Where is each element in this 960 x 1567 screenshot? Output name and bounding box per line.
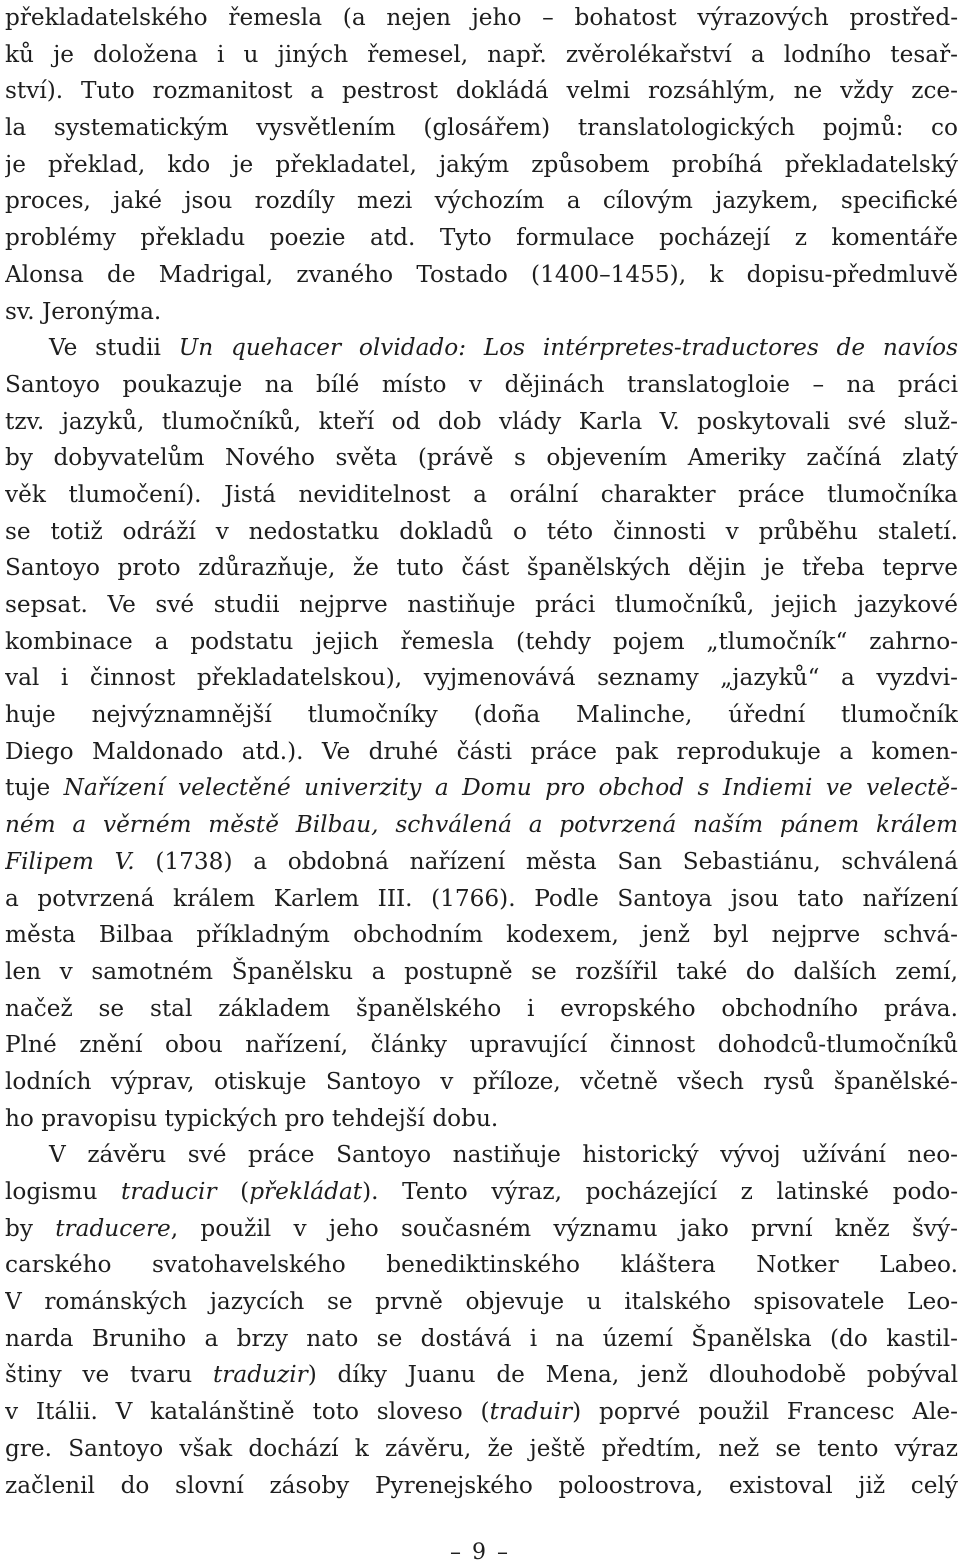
text-run: ( — [216, 1178, 250, 1205]
text-line: se totiž odráží v nedostatku dokladů o této činnosti v průběhu staletí. — [5, 517, 958, 545]
text-line: gre. Santoyo však dochází k závěru, že ještě předtím, než se tento výraz — [5, 1434, 958, 1462]
text-line: Plné znění obou nařízení, články upravující činnost dohodců-tlumočníků — [5, 1031, 958, 1059]
text-line: ho pravopisu typických pro tehdejší dobu. — [5, 1104, 499, 1132]
italic-title: ném a věrném městě Bilbau, schválená a potvrzená naším pánem králem — [5, 811, 958, 839]
text-run: (1738) a obdobná nařízení města San Sebastiánu, schválená — [134, 847, 958, 875]
italic-title: Filipem V. — [5, 847, 135, 875]
text-line: proces, jaké jsou rozdíly mezi výchozím a cílovým jazykem, specifické — [5, 187, 958, 215]
page-number: – 9 – — [450, 1540, 510, 1565]
text-line: sv. Jeronýma. — [5, 297, 162, 325]
text-line — [5, 1174, 958, 1211]
italic-title: traducir — [121, 1178, 217, 1205]
text-line: lodních výprav, otiskuje Santoyo v příloze, včetně všech rysů španělské- — [5, 1067, 958, 1095]
italic-title: traduzir — [212, 1361, 308, 1389]
text-line: V závěru své práce Santoyo nastiňuje historický vývoj užívání neo- — [49, 1141, 958, 1169]
italic-title: traducere — [55, 1214, 171, 1242]
text-run: Ve studii — [49, 334, 179, 362]
text-line: kombinace a podstatu jejich řemesla (tehdy pojem „tlumočník“ zahrno- — [5, 627, 958, 655]
text-line: načež se stal základem španělského i evropského obchodního práva. — [5, 994, 958, 1022]
text-line — [5, 1211, 958, 1248]
text-line — [5, 844, 958, 881]
text-run: logismu — [5, 1178, 122, 1205]
text-run: tuje — [5, 774, 64, 802]
text-line: sepsat. Ve své studii nejprve nastiňuje práci tlumočníků, jejich jazykové — [5, 591, 958, 618]
text-run: v Itálii. V katalánštině toto sloveso ( — [5, 1398, 490, 1426]
text-run: ) díky Juanu de Mena, jenž dlouhodobě pobýval — [307, 1361, 958, 1389]
text-line — [5, 1357, 958, 1394]
text-line — [5, 1394, 958, 1431]
text-line: val i činnost překladatelskou), vyjmenovává seznamy „jazyků“ a vyzdvi- — [5, 664, 958, 692]
italic-title: Nařízení velectěné univerzity a Domu pro obchod s Indiemi ve velectě- — [63, 774, 958, 802]
text-line — [5, 770, 958, 807]
text-run: ). Tento výraz, pocházející z latinské podo- — [362, 1178, 958, 1205]
text-run: by — [5, 1214, 56, 1242]
text-line: ků je doložena i u jiných řemesel, např. zvěrolékařství a lodního tesař- — [5, 40, 958, 68]
italic-title: Un quehacer olvidado: Los intérpretes-traductores de navíos — [178, 334, 958, 362]
text-line: a potvrzená králem Karlem III. (1766). Podle Santoya jsou tato nařízení — [5, 884, 958, 912]
text-line: tzv. jazyků, tlumočníků, kteří od dob vlády Karla V. poskytovali své služ- — [5, 407, 958, 435]
text-line: města Bilbaa příkladným obchodním kodexem, jenž byl nejprve schvá- — [5, 921, 958, 949]
text-line — [5, 330, 958, 367]
italic-title: překládat — [249, 1178, 363, 1205]
text-line: začlenil do slovní zásoby Pyrenejského poloostrova, existoval již celý — [5, 1471, 958, 1499]
text-line — [5, 807, 958, 844]
text-run: štiny ve tvaru — [5, 1361, 213, 1389]
text-line: věk tlumočení). Jistá neviditelnost a orální charakter práce tlumočníka — [5, 480, 958, 508]
text-line: ství). Tuto rozmanitost a pestrost dokládá velmi rozsáhlým, ne vždy zce- — [5, 77, 958, 105]
text-line: la systematickým vysvětlením (glosářem) translatologických pojmů: co — [5, 114, 958, 142]
text-line: Santoyo poukazuje na bílé místo v dějinách translatogloie – na práci — [5, 370, 958, 398]
text-line: narda Bruniho a brzy nato se dostává i na území Španělska (do kastil- — [5, 1324, 958, 1352]
text-line: překladatelského řemesla (a nejen jeho – bohatost výrazových prostřed- — [5, 4, 958, 31]
text-line: problémy překladu poezie atd. Tyto formulace pocházejí z komentáře — [5, 224, 958, 252]
text-line: V románských jazycích se prvně objevuje u italského spisovatele Leo- — [5, 1288, 958, 1316]
text-line: Alonsa de Madrigal, zvaného Tostado (1400–1455), k dopisu-předmluvě — [5, 260, 958, 288]
text-line: len v samotném Španělsku a postupně se rozšířil také do dalších zemí, — [5, 957, 958, 985]
text-line: carského svatohavelského benediktinského kláštera Notker Labeo. — [5, 1251, 958, 1279]
text-line: Santoyo proto zdůrazňuje, že tuto část španělských dějin je třeba teprve — [5, 554, 958, 582]
text-line: huje nejvýznamnější tlumočníky (doña Malinche, úřední tlumočník — [5, 701, 958, 729]
text-line: by dobyvatelům Nového světa (právě s objevením Ameriky začíná zlatý — [5, 444, 958, 472]
text-run: ) poprvé použil Francesc Ale- — [572, 1398, 958, 1426]
text-line: je překlad, kdo je překladatel, jakým způsobem probíhá překladatelský — [5, 150, 958, 178]
italic-title: traduir — [489, 1398, 573, 1426]
text-run: , použil v jeho současném významu jako první kněz švý- — [170, 1214, 958, 1242]
text-line: Diego Maldonado atd.). Ve druhé části práce pak reprodukuje a komen- — [5, 737, 958, 765]
page-body — [5, 0, 958, 1504]
